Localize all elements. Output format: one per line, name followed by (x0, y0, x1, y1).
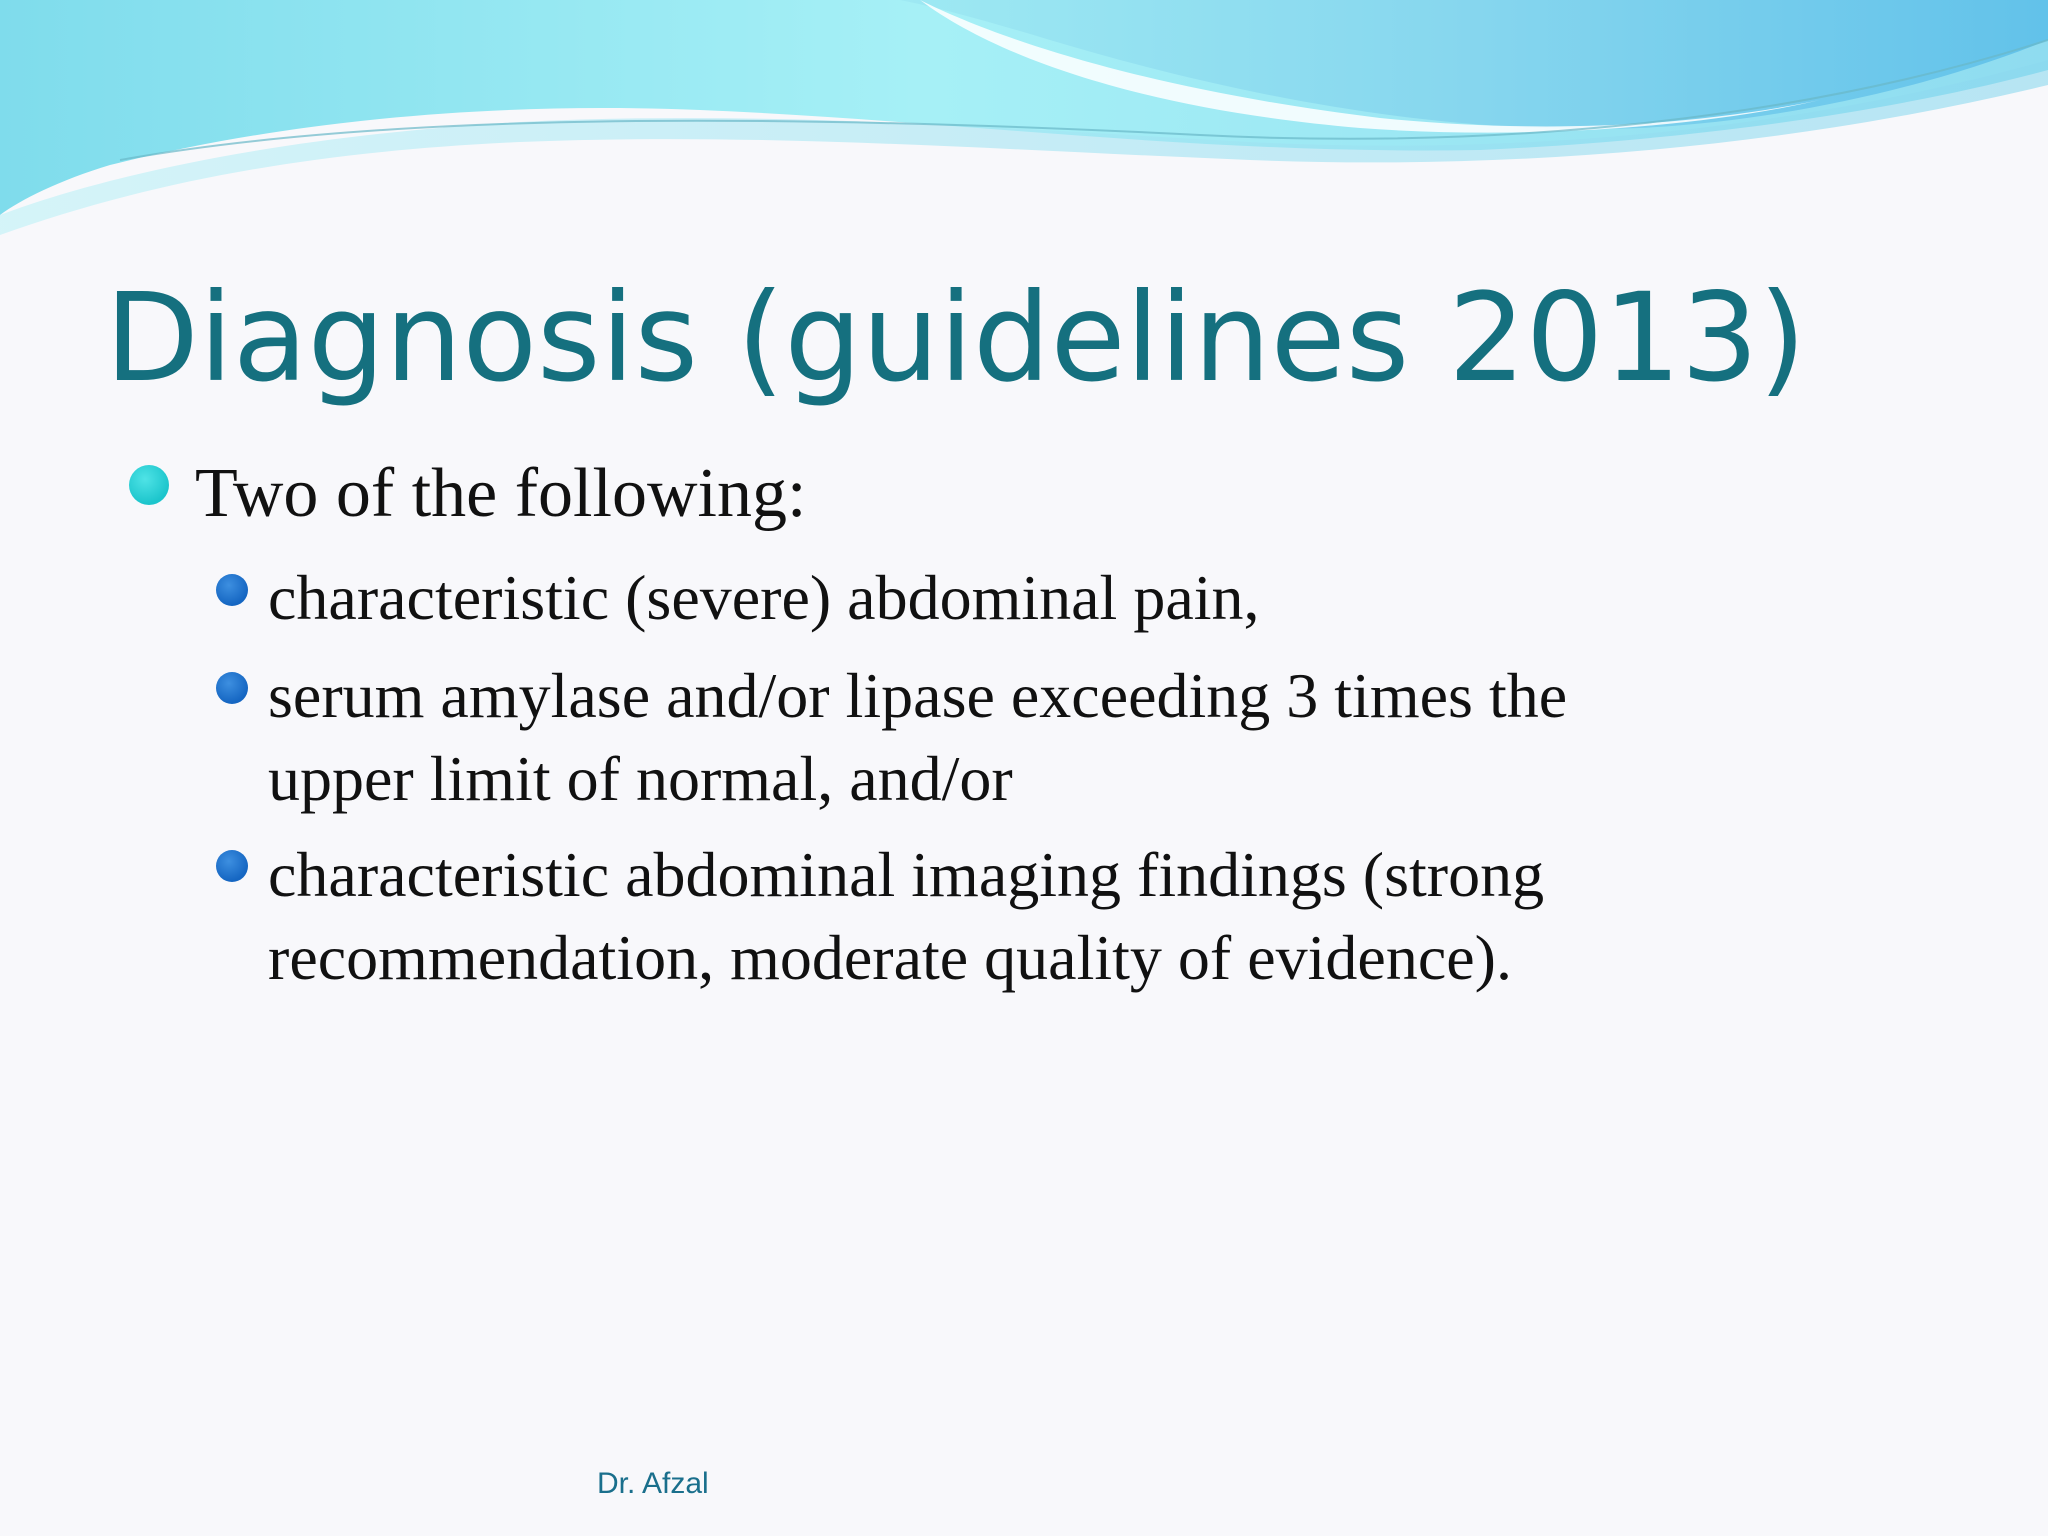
sub-bullet-dot-icon (216, 672, 248, 704)
header-wave-decoration (0, 0, 2048, 240)
slide-footer-author: Dr. Afzal (597, 1467, 709, 1500)
sub-bullet-dot-icon (216, 574, 248, 606)
sub-bullet-dot-icon (216, 850, 248, 882)
bullet-main-text: Two of the following: (195, 455, 807, 532)
bullet-dot-icon (129, 465, 169, 505)
sub-bullet-3-line-1: characteristic abdominal imaging findings (strong (268, 839, 1545, 910)
sub-bullet-3-line-2: recommendation, moderate quality of evidence). (268, 922, 1512, 993)
slide-title: Diagnosis (guidelines 2013) (105, 267, 1807, 409)
sub-bullet-1-line-1: characteristic (severe) abdominal pain, (268, 562, 1260, 633)
sub-bullet-2-line-2: upper limit of normal, and/or (268, 743, 1013, 814)
sub-bullet-2-line-1: serum amylase and/or lipase exceeding 3 times the (268, 660, 1568, 731)
